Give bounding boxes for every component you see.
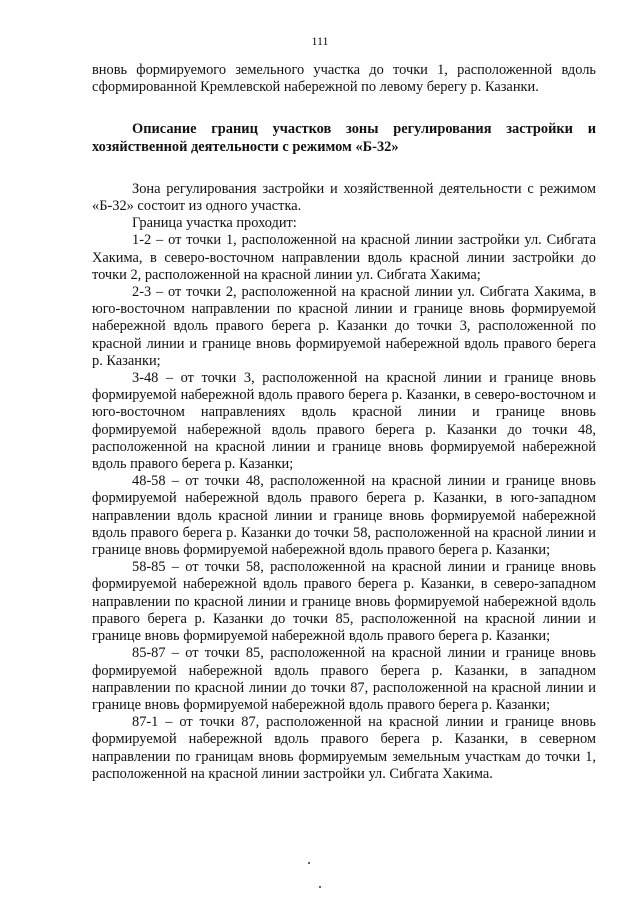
segment-1-2: 1-2 – от точки 1, расположенной на красной линии застройки ул. Сибгата Хакима, в северо-восточном направлении вдоль красной линии застройки до точки 2, расположенной на красной линии ул. Сибгата Хакима; [92,232,596,283]
segment-87-1: 87-1 – от точки 87, расположенной на красной линии и границе вновь формируемой набережной вдоль правого берега р. Казанки, в северном направлении по границам вновь формируемым земельным участкам до точки 1, расположенной на красной линии застройки ул. Сибгата Хакима. [92,714,596,782]
zone-description: Зона регулирования застройки и хозяйственной деятельности с режимом «Б-32» состоит из одного участка. [92,180,596,215]
segment-3-48: 3-48 – от точки 3, расположенной на красной линии и границе вновь формируемой набережной вдоль правого берега р. Казанки, в северо-восточном и юго-восточном направлениях вдоль красной линии и границе вновь формируемой набережной вдоль правого берега р. Казанки до точки 48, расположенной на красной линии и границе вновь формируемой набережной вдоль правого берега р. Казанки; [92,370,596,473]
section-heading: Описание границ участков зоны регулирования застройки и хозяйственной деятельности с режимом «Б-32» [92,121,596,155]
boundary-intro: Граница участка проходит: [132,215,297,232]
spacer [92,156,596,181]
segment-2-3: 2-3 – от точки 2, расположенной на красной линии ул. Сибгата Хакима, в юго-восточном направлении по красной линии и границе вновь формируемой набережной вдоль правого берега р. Казанки до точки 3, расположенной по красной линии и границе вновь формируемой набережной вдоль правого берега р. Казанки; [92,284,596,369]
page-number: 111 [311,34,329,48]
segment-85-87: 85-87 – от точки 85, расположенной на красной линии и границе вновь формируемой набережной вдоль правого берега р. Казанки, в западном направлении по красной линии до точки 87, расположенной на красной линии и границе вновь формируемой набережной вдоль правого берега р. Казанки; [92,645,596,713]
scan-speck [308,862,310,864]
intro-paragraph: вновь формируемого земельного участка до точки 1, расположенной вдоль сформированной Кремлевской набережной по левому берегу р. Казанки. [92,62,596,96]
segment-48-58: 48-58 – от точки 48, расположенной на красной линии и границе вновь формируемой набережной вдоль правого берега р. Казанки, в юго-западном направлении вдоль красной линии и границе вновь формируемой набережной вдоль правого берега р. Казанки до точки 58, расположенной на красной линии и границе вновь формируемой набережной вдоль правого берега р. Казанки; [92,473,596,559]
spacer [92,96,596,121]
scan-speck [319,886,321,888]
segment-58-85: 58-85 – от точки 58, расположенной на красной линии и границе вновь формируемой набережной вдоль правого берега р. Казанки, в северо-западном направлении по красной линии и границе вновь формируемой набережной вдоль правого берега р. Казанки до точки 85, расположенной на красной линии и границе вновь формируемой набережной вдоль правого берега р. Казанки; [92,559,596,645]
document-body [92,62,596,783]
